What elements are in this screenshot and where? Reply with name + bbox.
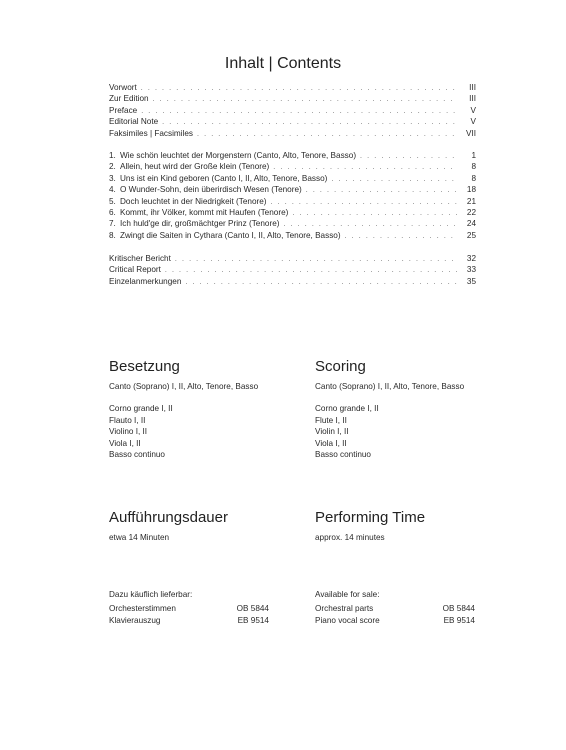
toc-entry-page: 21 xyxy=(466,196,476,206)
toc-entry-label: Faksimiles | Facsimiles xyxy=(109,128,194,138)
sale-en-section xyxy=(315,589,495,626)
toc-entry-number: 5. xyxy=(109,196,116,206)
scoring-section xyxy=(315,358,495,460)
toc-entry xyxy=(109,161,476,172)
duration-en-section xyxy=(315,509,495,543)
toc-leader-dots xyxy=(197,129,458,139)
toc-entry-label: O Wunder-Sohn, dein überirdisch Wesen (Tenore) xyxy=(120,185,302,195)
instrument-item: Viola I, II xyxy=(109,438,141,448)
toc-entry xyxy=(109,196,476,207)
toc-entry-number: 3. xyxy=(109,173,116,183)
instrument-item: Flauto I, II xyxy=(109,415,146,425)
toc-entry-page: VII xyxy=(465,128,476,138)
sale-item-label: Orchestral parts xyxy=(315,604,374,614)
toc-entry-page: 24 xyxy=(466,219,476,229)
toc-entry-page: III xyxy=(469,83,476,92)
toc-leader-dots xyxy=(271,197,458,207)
toc-entry-number: 4. xyxy=(109,185,116,195)
toc-entry xyxy=(109,253,476,264)
sale-item xyxy=(109,603,269,614)
toc-entry xyxy=(109,207,476,218)
toc-entry xyxy=(109,150,476,161)
duration-de-section xyxy=(109,509,289,543)
toc-entry-label: Vorwort xyxy=(109,83,137,92)
toc-entry-page: V xyxy=(470,105,476,115)
toc-works xyxy=(109,150,476,241)
instrument-item: Basso continuo xyxy=(315,450,371,460)
instrument-item: Violino I, II xyxy=(109,427,148,437)
duration-en-heading: Performing Time xyxy=(315,509,426,526)
instrument-list xyxy=(109,403,289,460)
toc-leader-dots xyxy=(345,231,458,241)
sale-item-label: Piano vocal score xyxy=(315,615,380,625)
toc-entry-page: 32 xyxy=(466,254,476,263)
toc-entry-number: 6. xyxy=(109,207,116,217)
toc-leader-dots xyxy=(153,94,458,104)
duration-de-value: etwa 14 Minuten xyxy=(109,533,170,542)
toc-entry xyxy=(109,128,476,139)
toc-leader-dots xyxy=(162,117,458,127)
instrument-item: Violin I, II xyxy=(315,427,349,437)
sale-de-section xyxy=(109,589,289,626)
toc-leader-dots xyxy=(141,106,458,116)
toc-leader-dots xyxy=(283,219,458,229)
toc-entry-label: Uns ist ein Kind geboren (Canto I, II, Alto, Tenore, Basso) xyxy=(120,173,328,183)
toc-entry xyxy=(109,93,476,104)
sale-en-intro: Available for sale: xyxy=(315,590,380,599)
toc-entry-page: 33 xyxy=(466,265,476,275)
toc-front-matter xyxy=(109,82,476,139)
instrument-item: Basso continuo xyxy=(109,450,165,460)
toc-leader-dots xyxy=(185,277,458,287)
toc-entry-page: 8 xyxy=(471,173,476,183)
toc-entry xyxy=(109,116,476,127)
toc-entry-label: Ich huld'ge dir, großmächtger Prinz (Tenore) xyxy=(120,219,280,229)
instrument-item: Viola I, II xyxy=(315,438,347,448)
toc-leader-dots xyxy=(306,185,458,195)
toc-entry-label: Allein, heut wird der Große klein (Tenore) xyxy=(120,162,270,172)
sale-item xyxy=(315,603,475,614)
toc-entry-label: Einzelanmerkungen xyxy=(109,276,182,286)
toc-leader-dots xyxy=(360,151,458,161)
toc-entry-page: 35 xyxy=(466,276,476,286)
toc-entry xyxy=(109,218,476,229)
toc-entry-number: 7. xyxy=(109,219,116,229)
toc-entry xyxy=(109,264,476,275)
toc-entry xyxy=(109,105,476,116)
instrument-item: Flute I, II xyxy=(315,415,347,425)
toc-entry-label: Editorial Note xyxy=(109,117,159,127)
toc-entry-label: Zwingt die Saiten in Cythara (Canto I, II, Alto, Tenore, Basso) xyxy=(120,230,341,240)
toc-entry-number: 2. xyxy=(109,162,116,172)
toc-entry-label: Wie schön leuchtet der Morgenstern (Canto, Alto, Tenore, Basso) xyxy=(120,151,357,160)
toc-entry-number: 8. xyxy=(109,230,116,240)
scoring-heading: Scoring xyxy=(315,358,366,375)
toc-leader-dots xyxy=(141,83,458,93)
toc-entry-page: 1 xyxy=(471,151,476,160)
toc-entry-label: Preface xyxy=(109,105,138,115)
toc-entry-page: V xyxy=(470,117,476,127)
instrument-item: Corno grande I, II xyxy=(315,404,379,414)
toc-leader-dots xyxy=(175,254,458,264)
toc-entry xyxy=(109,82,476,93)
sale-de-intro: Dazu käuflich lieferbar: xyxy=(109,590,193,599)
toc-back-matter xyxy=(109,253,476,287)
sale-item-code: OB 5844 xyxy=(236,604,269,614)
toc-entry xyxy=(109,276,476,287)
sale-item-label: Orchesterstimmen xyxy=(109,604,176,614)
toc-entry-page: III xyxy=(469,94,476,104)
toc-leader-dots xyxy=(331,174,458,184)
toc-entry-number: 1. xyxy=(109,151,116,160)
toc-entry-page: 25 xyxy=(466,230,476,240)
toc-entry-label: Doch leuchtet in der Niedrigkeit (Tenore) xyxy=(120,196,267,206)
sale-item-code: OB 5844 xyxy=(442,604,475,614)
toc-leader-dots xyxy=(165,265,458,275)
toc-entry-label: Critical Report xyxy=(109,265,161,275)
duration-de-heading: Aufführungsdauer xyxy=(109,509,228,526)
besetzung-section xyxy=(109,358,289,460)
instrument-item: Corno grande I, II xyxy=(109,404,173,414)
sale-item-code: EB 9514 xyxy=(443,615,475,625)
toc-entry xyxy=(109,173,476,184)
instrument-list xyxy=(315,403,495,460)
duration-en-value: approx. 14 minutes xyxy=(315,533,385,542)
toc-entry-page: 22 xyxy=(466,207,476,217)
toc-entry xyxy=(109,230,476,241)
sale-item xyxy=(109,615,269,626)
voices-line: Canto (Soprano) I, II, Alto, Tenore, Basso xyxy=(315,382,465,391)
toc-entry-label: Kommt, ihr Völker, kommt mit Haufen (Tenore) xyxy=(120,207,289,217)
toc-entry-label: Kritischer Bericht xyxy=(109,254,171,263)
sale-item-label: Klavierauszug xyxy=(109,615,161,625)
voices-line: Canto (Soprano) I, II, Alto, Tenore, Basso xyxy=(109,382,259,391)
sale-item xyxy=(315,615,475,626)
toc-entry-page: 8 xyxy=(471,162,476,172)
toc-leader-dots xyxy=(273,162,458,172)
sale-item-code: EB 9514 xyxy=(237,615,269,625)
toc-entry xyxy=(109,184,476,195)
toc-entry-page: 18 xyxy=(466,185,476,195)
toc-leader-dots xyxy=(292,208,458,218)
toc-entry-label: Zur Edition xyxy=(109,94,149,104)
page-title: Inhalt | Contents xyxy=(224,55,342,72)
besetzung-heading: Besetzung xyxy=(109,358,180,375)
